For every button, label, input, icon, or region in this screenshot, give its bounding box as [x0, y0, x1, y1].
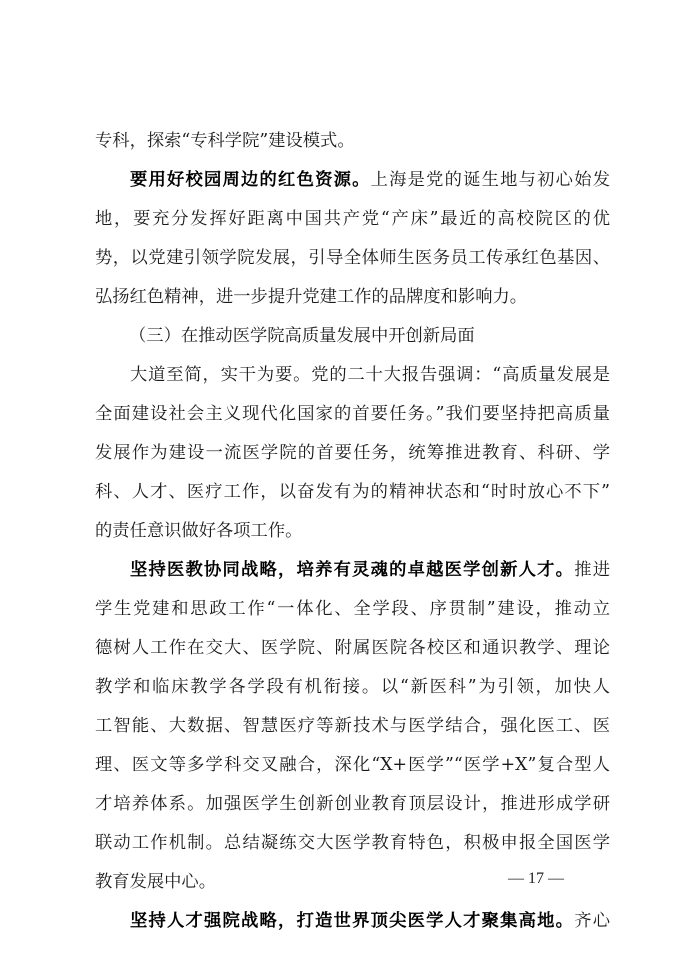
line-text: 弘扬红色精神，进一步提升党建工作的品牌度和影响力。: [95, 287, 528, 307]
document-body: [95, 122, 610, 941]
line-text: 科、人才、医疗工作，以奋发有为的精神状态和“时时放心不下”: [95, 482, 610, 502]
text-line: [95, 707, 610, 746]
line-text: 理、医文等多学科交叉融合，深化“X+医学”“医学+X”复合型人: [95, 755, 610, 775]
text-line: [95, 551, 610, 590]
section-heading-text: （三）在推动医学院高质量发展中开创新局面: [129, 326, 475, 346]
line-text: 势，以党建引领学院发展，引导全体师生医务员工传承红色基因、: [95, 248, 610, 268]
line-text: 才培养体系。加强医学生创新创业教育顶层设计，推进形成学研: [95, 794, 610, 814]
text-line: [95, 785, 610, 824]
text-line: [95, 434, 610, 473]
line-text: 教学和临床教学各学段有机衔接。以“新医科”为引领，加快人: [95, 677, 610, 697]
line-text: 联动工作机制。总结凝练交大医学教育特色，积极申报全国医学: [95, 833, 610, 853]
line-text: 大道至简，实干为要。党的二十大报告强调：“高质量发展是: [130, 365, 610, 385]
text-line: [95, 590, 610, 629]
paragraph-lead: 坚持医教协同战略，培养有灵魂的卓越医学创新人才。: [130, 560, 575, 580]
text-line: [95, 356, 610, 395]
text-line: [95, 746, 610, 785]
line-text: 齐心: [574, 911, 610, 931]
line-text: 发展作为建设一流医学院的首要任务，统筹推进教育、科研、学: [95, 443, 610, 463]
paragraph-lead: 要用好校园周边的红色资源。: [130, 170, 371, 190]
line-text: 推进: [574, 560, 610, 580]
line-text: 工智能、大数据、智慧医疗等新技术与医学结合，强化医工、医: [95, 716, 610, 736]
text-line: [95, 902, 610, 941]
line-text: 上海是党的诞生地与初心始发: [370, 170, 610, 190]
section-heading: [95, 317, 610, 356]
line-text: 德树人工作在交大、医学院、附属医院各校区和通识教学、理论: [95, 638, 610, 658]
text-line: [95, 278, 610, 317]
text-line: [95, 200, 610, 239]
text-line: [95, 161, 610, 200]
text-line: [95, 473, 610, 512]
line-text: 学生党建和思政工作“一体化、全学段、序贯制”建设，推动立: [95, 599, 610, 619]
text-line: [95, 629, 610, 668]
text-line: [95, 122, 610, 161]
line-text: 全面建设社会主义现代化国家的首要任务。”我们要坚持把高质量: [95, 404, 610, 424]
text-line: [95, 395, 610, 434]
text-line: [95, 512, 610, 551]
line-text: 地，要充分发挥好距离中国共产党“产床”最近的高校院区的优: [95, 209, 610, 229]
line-text: 专科，探索“专科学院”建设模式。: [95, 131, 355, 151]
line-text: 的责任意识做好各项工作。: [95, 521, 303, 541]
page-number: — 17 —: [508, 870, 564, 887]
text-line: [95, 668, 610, 707]
paragraph-lead: 坚持人才强院战略，打造世界顶尖医学人才聚集高地。: [130, 911, 575, 931]
text-line: [95, 239, 610, 278]
text-line: [95, 824, 610, 863]
line-text: 教育发展中心。: [95, 872, 216, 892]
